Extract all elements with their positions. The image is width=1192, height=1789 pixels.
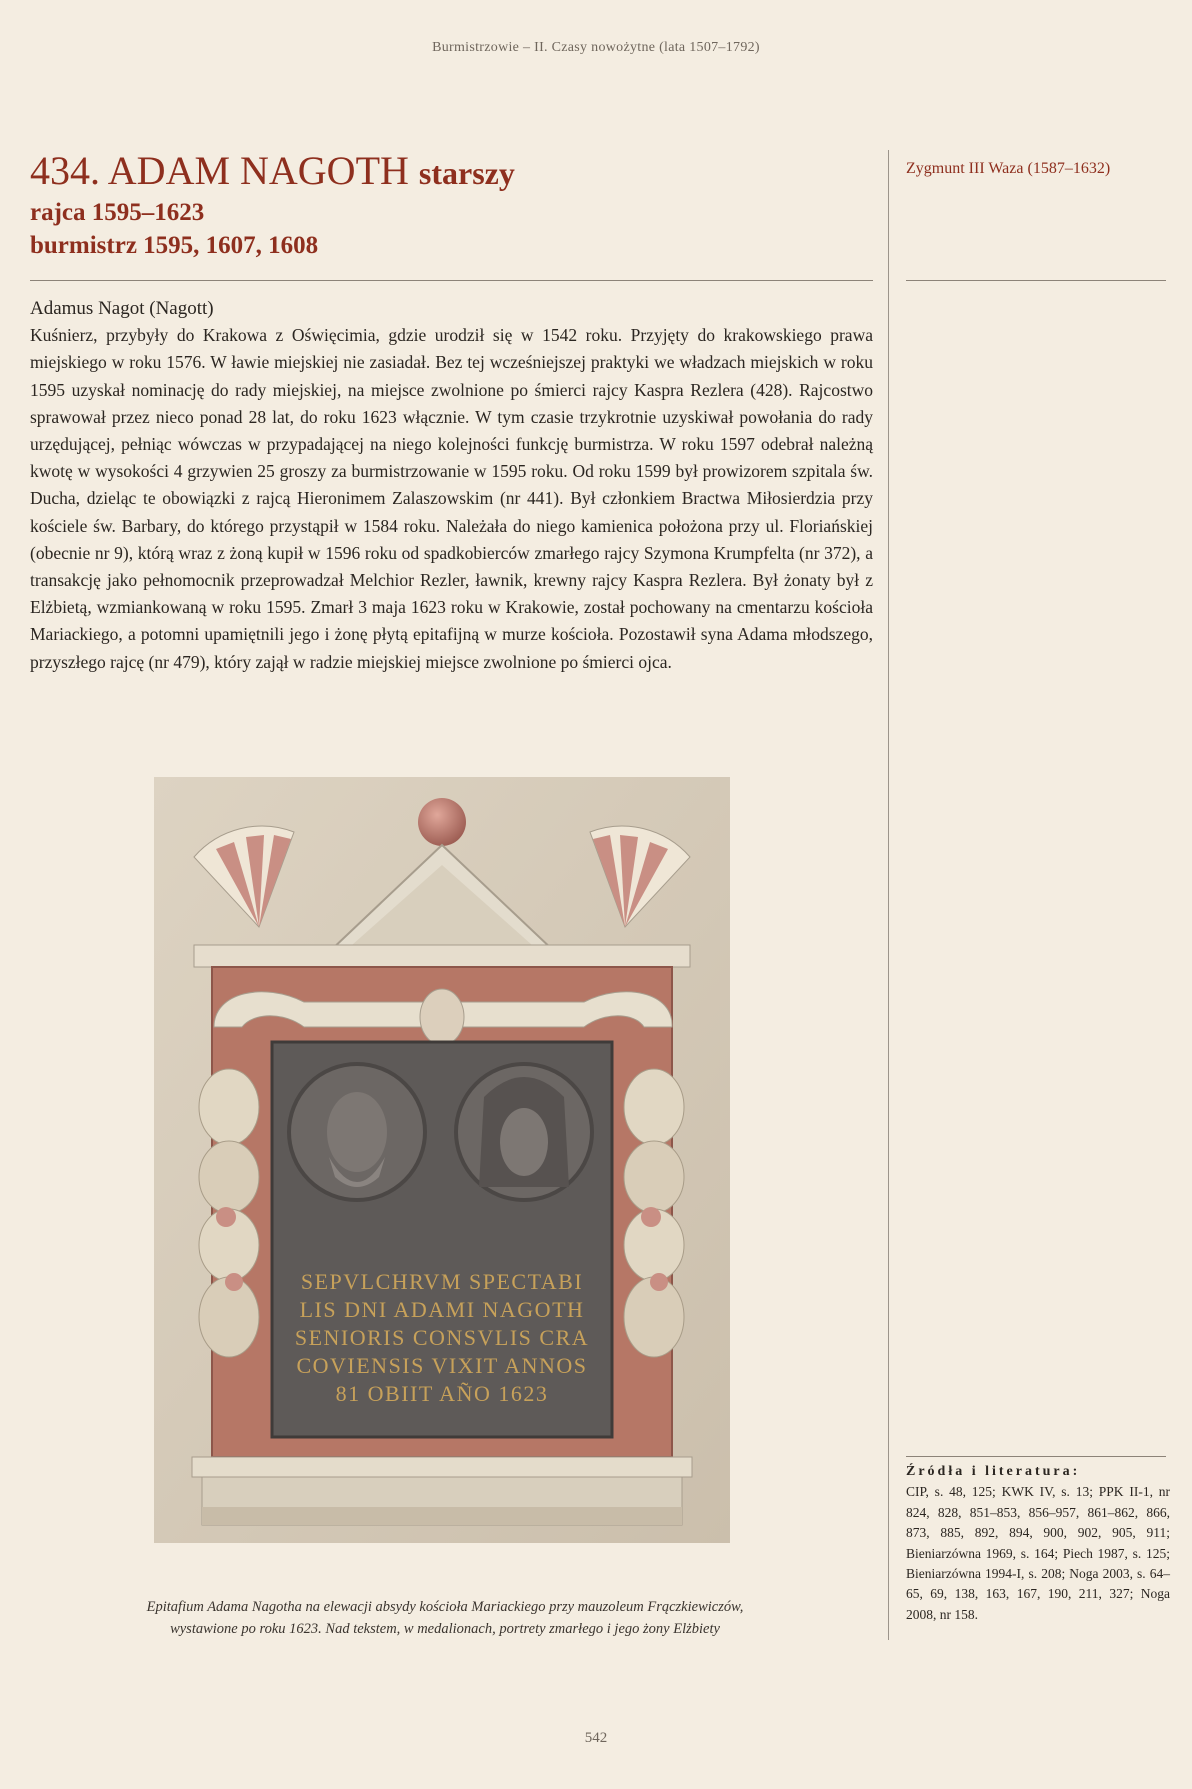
sources-text: CIP, s. 48, 125; KWK IV, s. 13; PPK II-1, nr 824, 828, 851–853, 856–957, 861–862, 866, 873, 885, 892, 894, 900, 902, 905, 911; Bieniarzówna 1969, s. 164; Piech 1987, s. 125; Bieniarzówna 1994-I, s. 208; Noga 2003, s. 64–65, 69, 138, 163, 167, 190, 211, 327; Noga 2008, nr 158. bbox=[906, 1484, 1170, 1622]
upper-cornice bbox=[194, 945, 690, 967]
base-molding-top bbox=[192, 1457, 692, 1477]
medallion-wife-portrait bbox=[456, 1064, 592, 1200]
biography bbox=[30, 295, 873, 676]
biography-text: Kuśnierz, przybyły do Krakowa z Oświęcimia, gdzie urodził się w 1542 roku. Przyjęty do krakowskiego prawa miejskiego w roku 1576. W ławie miejskiej nie zasiadał. Bez tej wcześniejszej praktyki we władzach miejskich w roku 1595 uzyskał nominację do rady miejskiej, na miejsce zwolnione po śmierci rajcy Kaspra Rezlera (428). Rajcostwo sprawował przez nieco ponad 28 lat, do roku 1623 włącznie. W tym czasie trzykrotnie uzyskiwał powołania do rady urzędującej, pełniąc wówczas w przypadającej na niego kolejności funkcję burmistrza. W roku 1597 odebrał należną kwotę w wysokości 4 grzywien 25 groszy za burmistrzowanie w 1595 roku. Od roku 1599 był prowizorem szpitala św. Ducha, dzieląc te obowiązki z rajcą Hieronimem Zalaszowskim (nr 441). Był członkiem Bractwa Miłosierdzia przy kościele św. Barbary, do którego przystąpił w 1584 roku. Należała do niego kamienica położona przy ul. Floriańskiej (obecnie nr 9), którą wraz z żoną kupił w 1596 roku od spadkobierców zmarłego rajcy Szymona Krumpfelta (nr 372), a transakcję jako pełnomocnik przeprowadzał Melchior Rezler, ławnik, krewny rajcy Kaspra Rezlera. Był żonaty był z Elżbietą, wzmiankowaną w roku 1595. Zmarł 3 maja 1623 roku w Krakowie, został pochowany na cmentarzu kościoła Mariackiego, a potomni upamiętnili jego i żonę płytą epitafijną w murze kościoła. Pozostawił syna Adama młodszego, przyszłego rajcę (nr 479), który zajął w radzie miejskiej miejsce zwolnione po śmierci ojca. bbox=[30, 325, 873, 672]
side-rule bbox=[906, 280, 1166, 281]
name-variants: Adamus Nagot (Nagott) bbox=[30, 298, 214, 319]
inscription-line: SEPVLCHRVM SPECTABI bbox=[300, 1269, 584, 1294]
office-mayor: burmistrz 1595, 1607, 1608 bbox=[30, 232, 319, 259]
caption-line-1: Epitafium Adama Nagotha na elewacji absydy kościoła Mariackiego przy mauzoleum Frączkiewiczów, bbox=[146, 1599, 744, 1615]
entry-heading bbox=[30, 148, 880, 262]
page-number: 542 bbox=[584, 1730, 608, 1746]
medallion-husband-portrait bbox=[289, 1064, 425, 1200]
sources-block bbox=[906, 1462, 1170, 1625]
inscription-line: 81 OBIIT AÑO 1623 bbox=[335, 1381, 549, 1406]
inscription-line: LIS DNI ADAMI NAGOTH bbox=[299, 1297, 585, 1322]
entry-number-name: 434. ADAM NAGOTH bbox=[30, 148, 409, 193]
finial-ball bbox=[418, 798, 466, 846]
inscription-line: COVIENSIS VIXIT ANNOS bbox=[296, 1353, 588, 1378]
epitaph-inscription bbox=[295, 1269, 589, 1406]
base-shadow bbox=[202, 1507, 682, 1525]
sources-rule bbox=[906, 1456, 1166, 1457]
running-head: Burmistrzowie – II. Czasy nowożytne (lata 1507–1792) bbox=[432, 40, 760, 55]
sources-label: Źródła i literatura: bbox=[906, 1464, 1081, 1479]
center-cartouche bbox=[420, 989, 464, 1045]
caption-line-2: wystawione po roku 1623. Nad tekstem, w medalionach, portrety zmarłego i jego żony Elżbiety bbox=[170, 1621, 720, 1637]
epitaph-illustration bbox=[154, 777, 730, 1543]
entry-title bbox=[30, 148, 880, 196]
photo-caption bbox=[80, 1596, 810, 1640]
office-councillor: rajca 1595–1623 bbox=[30, 199, 205, 226]
heading-rule bbox=[30, 280, 873, 281]
column-divider bbox=[888, 150, 889, 1640]
inscription-line: SENIORIS CONSVLIS CRA bbox=[294, 1325, 590, 1350]
epitaph-photo bbox=[154, 777, 730, 1543]
entry-suffix: starszy bbox=[418, 155, 515, 191]
reign-note: Zygmunt III Waza (1587–1632) bbox=[906, 160, 1111, 177]
